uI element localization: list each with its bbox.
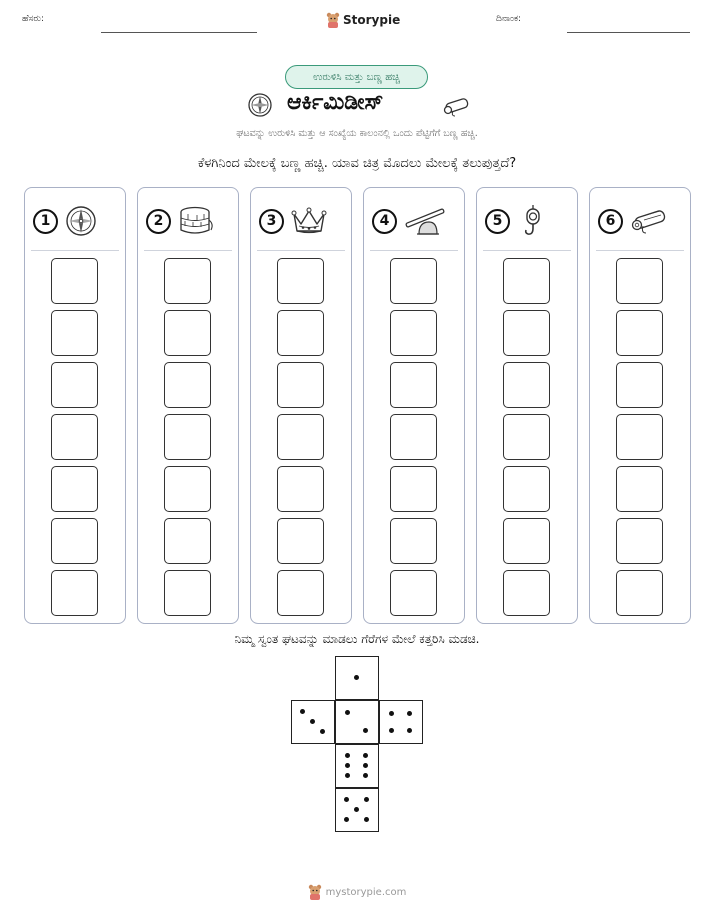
subtitle: ಘಟವನ್ನು ಉರುಳಿಸಿ ಮತ್ತು ಆ ಸಂಖ್ಯೆಯ ಕಾಲಂನಲ್ಲಿ ಒಂದು ಪೆಟ್ಟಿಗೆಗೆ ಬಣ್ಣ ಹಚ್ಚಿ. [236,128,478,139]
color-box[interactable] [51,414,98,460]
question: ಕೆಳಗಿನಿಂದ ಮೇಲಕ್ಕೆ ಬಣ್ಣ ಹಚ್ಚಿ. ಯಾವ ಚಿತ್ರ ಮೊದಲು ಮೇಲಕ್ಕೆ ತಲುಪುತ್ತದೆ? [197,156,517,171]
pip [363,763,368,768]
compass-icon [64,204,98,238]
color-box[interactable] [503,518,550,564]
name-label: ಹೆಸರು: [22,14,45,24]
color-box[interactable] [164,570,211,616]
die-face-6 [335,744,379,788]
color-box[interactable] [616,570,663,616]
scroll-icon [441,94,473,118]
pip [310,719,315,724]
lever-icon [403,204,447,238]
pip [345,763,350,768]
color-box[interactable] [164,362,211,408]
pip [354,675,359,680]
color-box[interactable] [164,466,211,512]
column-divider [483,250,571,251]
pip [364,817,369,822]
pip [320,729,325,734]
pip [407,728,412,733]
color-box[interactable] [616,414,663,460]
brand-name: Storypie [343,13,401,27]
color-box[interactable] [51,518,98,564]
name-line[interactable] [101,32,257,33]
color-box[interactable] [277,310,324,356]
color-box[interactable] [390,466,437,512]
bear-icon [326,12,340,28]
activity-pill: ಉರುಳಿಸಿ ಮತ್ತು ಬಣ್ಣ ಹಚ್ಚಿ [285,65,428,89]
color-box[interactable] [51,310,98,356]
column-1 [24,187,126,624]
column-number: 5 [485,209,510,234]
column-divider [370,250,458,251]
column-divider [31,250,119,251]
color-box[interactable] [277,414,324,460]
color-box[interactable] [51,362,98,408]
color-box[interactable] [164,310,211,356]
column-number: 4 [372,209,397,234]
color-box[interactable] [51,258,98,304]
column-5 [476,187,578,624]
color-box[interactable] [390,414,437,460]
color-box[interactable] [390,570,437,616]
color-box[interactable] [277,466,324,512]
column-number: 6 [598,209,623,234]
pip [363,728,368,733]
color-box[interactable] [51,466,98,512]
compass-icon [247,92,273,118]
die-face-2 [335,700,379,744]
color-box[interactable] [390,310,437,356]
footer [0,884,714,900]
color-box[interactable] [503,466,550,512]
color-box[interactable] [503,570,550,616]
color-box[interactable] [277,362,324,408]
pip [363,753,368,758]
cut-fold-instruction: ನಿಮ್ಮ ಸ್ವಂತ ಘಟವನ್ನು ಮಾಡಲು ಗೆರೆಗಳ ಮೇಲೆ ಕತ್ತರಿಸಿ ಮಡಚಿ. [234,632,480,646]
die-face-5 [335,788,379,832]
column-2 [137,187,239,624]
color-box[interactable] [616,310,663,356]
color-box[interactable] [277,570,324,616]
column-number: 1 [33,209,58,234]
pip [345,773,350,778]
color-box[interactable] [390,258,437,304]
pip [364,797,369,802]
color-box[interactable] [616,466,663,512]
column-number: 2 [146,209,171,234]
color-box[interactable] [503,362,550,408]
die-face-3 [291,700,335,744]
footer-url[interactable]: mystorypie.com [325,886,407,898]
column-4 [363,187,465,624]
pip [363,773,368,778]
well-icon [177,204,215,238]
column-divider [144,250,232,251]
color-box[interactable] [616,258,663,304]
date-line[interactable] [567,32,690,33]
color-box[interactable] [616,518,663,564]
color-box[interactable] [164,258,211,304]
column-6 [589,187,691,624]
column-divider [596,250,684,251]
column-3 [250,187,352,624]
color-box[interactable] [277,258,324,304]
brand-logo [326,12,400,28]
pip [389,728,394,733]
page-title: ಆರ್ಕಿಮಿಡೀಸ್ [287,90,384,115]
date-label: ದಿನಾಂಕ: [496,14,522,24]
pip [300,709,305,714]
color-box[interactable] [616,362,663,408]
pip [345,710,350,715]
color-box[interactable] [390,518,437,564]
pip [407,711,412,716]
pip [345,753,350,758]
bear-icon [308,884,322,900]
color-box[interactable] [51,570,98,616]
color-box[interactable] [164,518,211,564]
column-number: 3 [259,209,284,234]
column-divider [257,250,345,251]
color-box[interactable] [164,414,211,460]
scroll-icon [629,204,671,238]
die-face-4 [379,700,423,744]
pip [344,797,349,802]
pip [354,807,359,812]
pulley-icon [516,204,550,238]
color-box[interactable] [503,258,550,304]
pip [389,711,394,716]
die-face-1 [335,656,379,700]
pip [344,817,349,822]
color-box[interactable] [390,362,437,408]
color-box[interactable] [503,310,550,356]
color-box[interactable] [277,518,324,564]
color-box[interactable] [503,414,550,460]
crown-icon [290,204,328,238]
